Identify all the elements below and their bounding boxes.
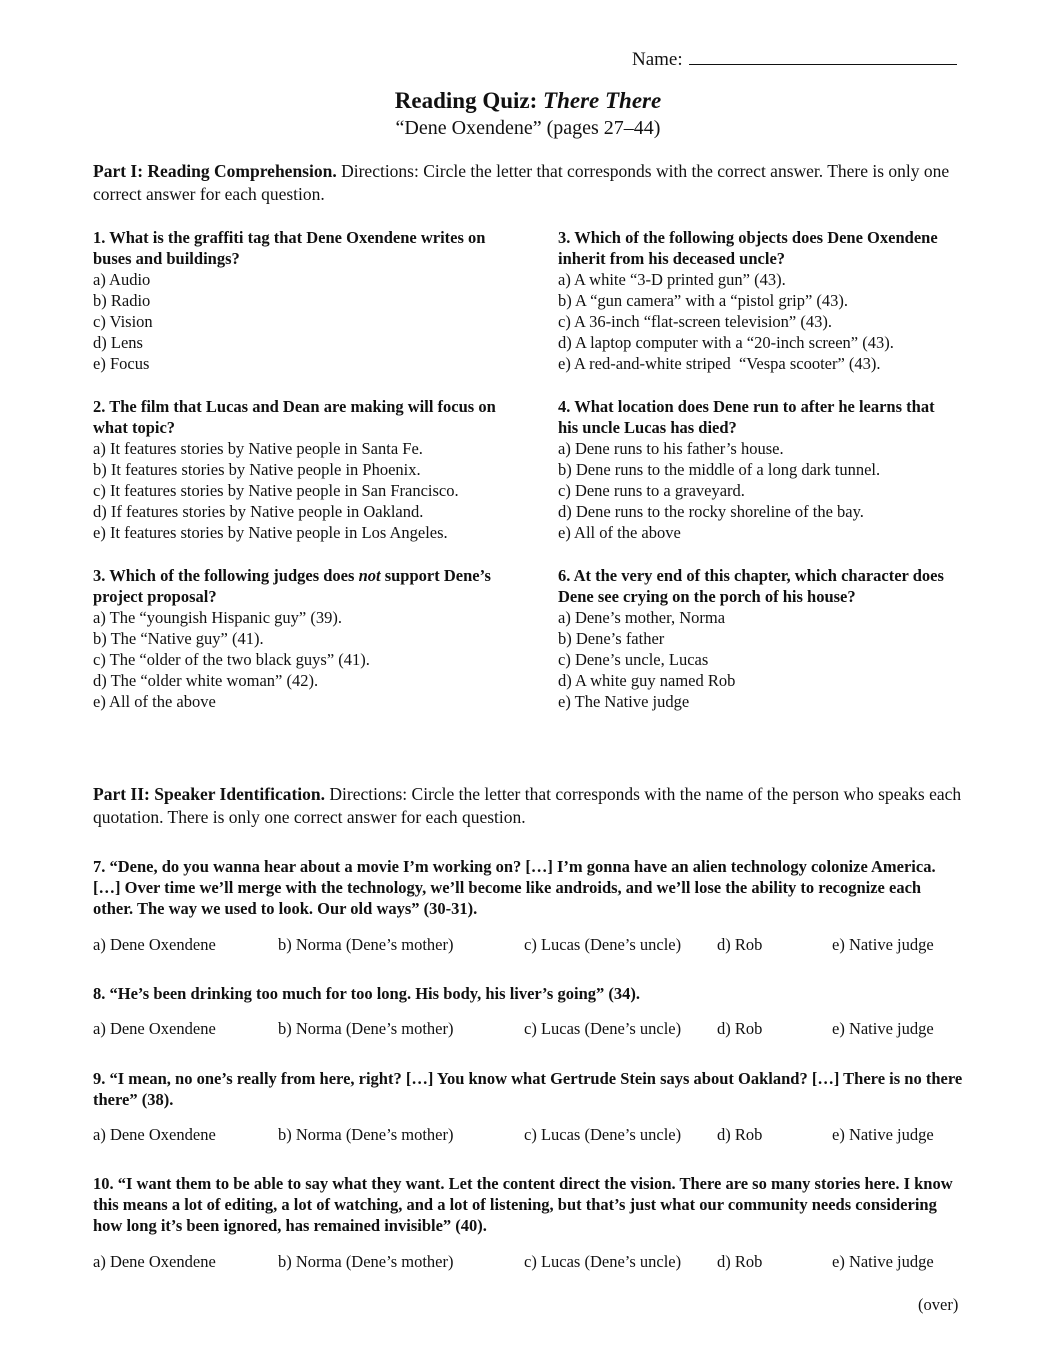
chapter-subtitle: “Dene Oxendene” (pages 27–44) xyxy=(395,117,661,139)
question-3-objects xyxy=(558,227,958,374)
question-2 xyxy=(93,396,513,543)
choice-e[interactable]: e) Native judge xyxy=(832,1252,934,1271)
question-1 xyxy=(93,227,513,374)
name-field xyxy=(632,46,957,71)
choice-a[interactable]: a) Dene Oxendene xyxy=(93,1019,216,1038)
question-stem: 1. What is the graffiti tag that Dene Oxendene writes on buses and buildings? xyxy=(93,228,486,268)
choice-c[interactable]: c) Lucas (Dene’s uncle) xyxy=(524,1019,682,1038)
choice-d[interactable]: d) Rob xyxy=(717,1125,763,1144)
option-a[interactable]: a) It features stories by Native people in Santa Fe. xyxy=(93,439,423,458)
question-4 xyxy=(558,396,958,543)
answer-row-8 xyxy=(93,1019,973,1041)
option-e[interactable]: e) All of the above xyxy=(558,523,681,542)
answer-row-9 xyxy=(93,1125,973,1147)
choice-a[interactable]: a) Dene Oxendene xyxy=(93,1125,216,1144)
question-10 xyxy=(93,1173,963,1236)
choice-e[interactable]: e) Native judge xyxy=(832,935,934,954)
option-e[interactable]: e) A red-and-white striped “Vespa scooter” (43). xyxy=(558,354,881,373)
choice-c[interactable]: c) Lucas (Dene’s uncle) xyxy=(524,1125,682,1144)
option-c[interactable]: c) Vision xyxy=(93,312,153,331)
quotation: 7. “Dene, do you wanna hear about a movie I’m working on? […] I’m gonna have an alien technology colonize America. […] Over time we’ll merge with the technology, we’ll become like androids, and we’ll lose the ability to recognize each other. The way we used to look. Our old ways” (30-31). xyxy=(93,857,936,918)
option-b[interactable]: b) Dene runs to the middle of a long dark tunnel. xyxy=(558,460,881,479)
part2-heading: Part II: Speaker Identification. xyxy=(93,784,326,804)
option-b[interactable]: b) Radio xyxy=(93,291,151,310)
choice-a[interactable]: a) Dene Oxendene xyxy=(93,935,216,954)
name-blank-line xyxy=(689,46,957,65)
option-a[interactable]: a) Dene’s mother, Norma xyxy=(558,608,726,627)
name-label: Name: xyxy=(632,49,683,70)
question-9 xyxy=(93,1068,963,1110)
option-c[interactable]: c) The “older of the two black guys” (41). xyxy=(93,650,370,669)
option-c[interactable]: c) Dene’s uncle, Lucas xyxy=(558,650,709,669)
quiz-title xyxy=(0,88,1046,114)
question-stem: 3. Which of the following objects does Dene Oxendene inherit from his deceased uncle? xyxy=(558,228,938,268)
choice-b[interactable]: b) Norma (Dene’s mother) xyxy=(278,935,454,954)
over-indicator: (over) xyxy=(918,1295,959,1314)
quotation: 8. “He’s been drinking too much for too long. His body, his liver’s going” (34). xyxy=(93,984,640,1003)
option-d[interactable]: d) A laptop computer with a “20-inch screen” (43). xyxy=(558,333,894,352)
part2-directions xyxy=(93,783,963,829)
choice-c[interactable]: c) Lucas (Dene’s uncle) xyxy=(524,1252,682,1271)
part1-directions-text: Directions: Circle the letter that corresponds with the correct answer. There is only one correct answer for each question. xyxy=(93,161,950,204)
option-c[interactable]: c) Dene runs to a graveyard. xyxy=(558,481,745,500)
option-a[interactable]: a) A white “3-D printed gun” (43). xyxy=(558,270,786,289)
title-prefix: Reading Quiz: xyxy=(394,88,544,113)
option-e[interactable]: e) Focus xyxy=(93,354,150,373)
question-stem: 6. At the very end of this chapter, which character does Dene see crying on the porch of his house? xyxy=(558,566,944,606)
answer-row-7 xyxy=(93,935,973,957)
option-b[interactable]: b) Dene’s father xyxy=(558,629,665,648)
option-e[interactable]: e) It features stories by Native people in Los Angeles. xyxy=(93,523,448,542)
option-d[interactable]: d) A white guy named Rob xyxy=(558,671,736,690)
stem-text: 3. Which of the following judges does xyxy=(93,566,359,585)
choice-e[interactable]: e) Native judge xyxy=(832,1019,934,1038)
question-stem: 4. What location does Dene run to after he learns that his uncle Lucas has died? xyxy=(558,397,935,437)
option-e[interactable]: e) All of the above xyxy=(93,692,216,711)
option-d[interactable]: d) Lens xyxy=(93,333,143,352)
book-title: There There xyxy=(543,88,662,113)
choice-d[interactable]: d) Rob xyxy=(717,1019,763,1038)
question-7 xyxy=(93,856,963,919)
quotation: 10. “I want them to be able to say what they want. Let the content direct the vision. There are so many stories here. I know this means a lot of editing, a lot of watching, and a lot of listening, but that’s just what our community needs considering how long it’s been ignored, has remained invisible” (40). xyxy=(93,1174,953,1235)
option-b[interactable]: b) A “gun camera” with a “pistol grip” (43). xyxy=(558,291,849,310)
choice-d[interactable]: d) Rob xyxy=(717,1252,763,1271)
question-8 xyxy=(93,983,963,1004)
question-6 xyxy=(558,565,963,712)
stem-emphasis: not xyxy=(358,566,381,585)
option-d[interactable]: d) The “older white woman” (42). xyxy=(93,671,319,690)
answer-row-10 xyxy=(93,1252,973,1274)
quotation: 9. “I mean, no one’s really from here, right? […] You know what Gertrude Stein says about Oakland? […] There is no there there” (38). xyxy=(93,1069,963,1109)
option-c[interactable]: c) It features stories by Native people in San Francisco. xyxy=(93,481,459,500)
part2-directions-text: Directions: Circle the letter that corresponds with the name of the person who speaks each quotation. There is only one correct answer for each question. xyxy=(93,784,962,827)
option-a[interactable]: a) Dene runs to his father’s house. xyxy=(558,439,784,458)
choice-b[interactable]: b) Norma (Dene’s mother) xyxy=(278,1019,454,1038)
option-b[interactable]: b) It features stories by Native people in Phoenix. xyxy=(93,460,421,479)
choice-e[interactable]: e) Native judge xyxy=(832,1125,934,1144)
choice-b[interactable]: b) Norma (Dene’s mother) xyxy=(278,1125,454,1144)
choice-c[interactable]: c) Lucas (Dene’s uncle) xyxy=(524,935,682,954)
part1-heading: Part I: Reading Comprehension. xyxy=(93,161,337,181)
question-3-judges xyxy=(93,565,513,712)
choice-b[interactable]: b) Norma (Dene’s mother) xyxy=(278,1252,454,1271)
option-d[interactable]: d) If features stories by Native people in Oakland. xyxy=(93,502,424,521)
option-a[interactable]: a) The “youngish Hispanic guy” (39). xyxy=(93,608,342,627)
option-c[interactable]: c) A 36-inch “flat-screen television” (43). xyxy=(558,312,832,331)
option-d[interactable]: d) Dene runs to the rocky shoreline of the bay. xyxy=(558,502,864,521)
option-e[interactable]: e) The Native judge xyxy=(558,692,690,711)
part1-directions xyxy=(93,160,963,206)
stem-text: support Dene’s project proposal? xyxy=(93,566,491,606)
question-stem xyxy=(93,565,513,607)
choice-a[interactable]: a) Dene Oxendene xyxy=(93,1252,216,1271)
option-b[interactable]: b) The “Native guy” (41). xyxy=(93,629,264,648)
question-stem: 2. The film that Lucas and Dean are making will focus on what topic? xyxy=(93,397,496,437)
option-a[interactable]: a) Audio xyxy=(93,270,151,289)
choice-d[interactable]: d) Rob xyxy=(717,935,763,954)
